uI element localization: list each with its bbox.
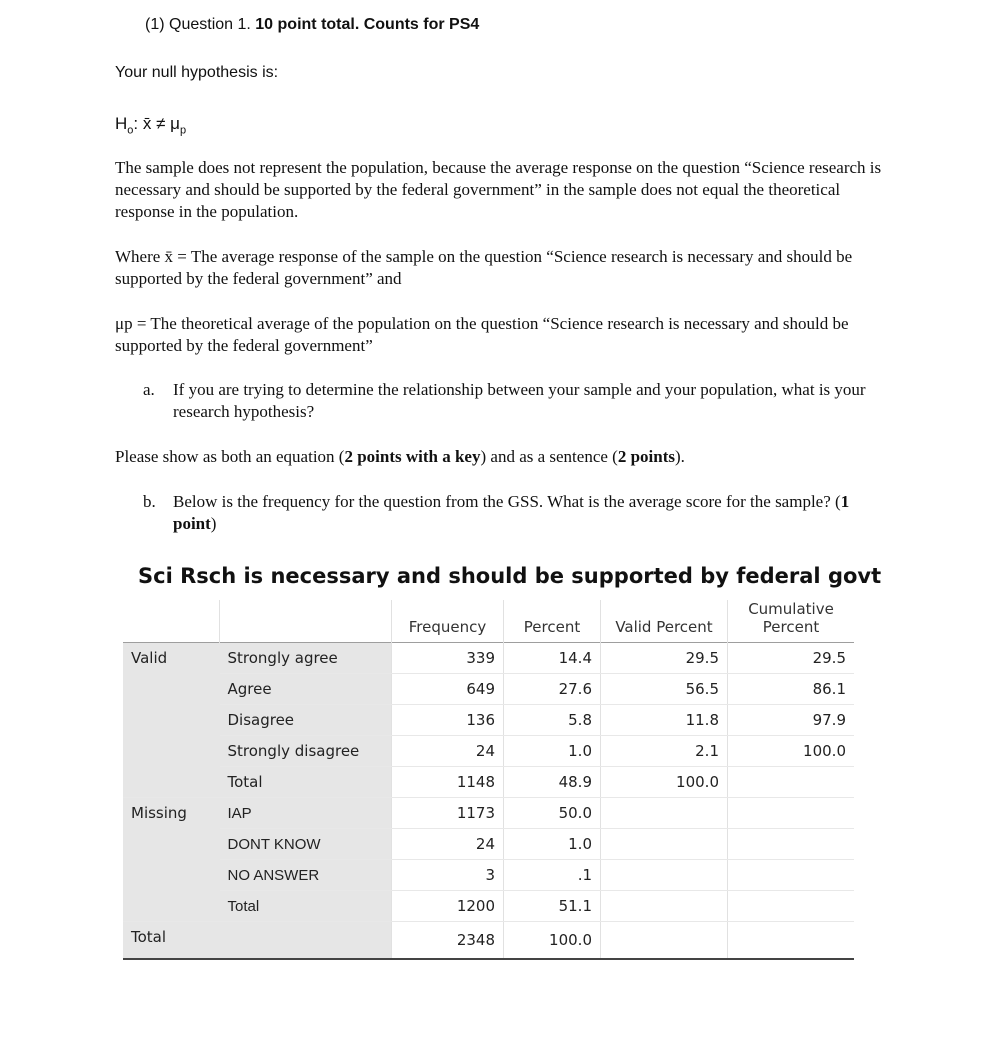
cell-valid-percent: 29.5 xyxy=(601,643,728,674)
cell-percent: 100.0 xyxy=(504,922,601,960)
header-blank-2 xyxy=(220,600,392,643)
note-t2: ) and as a sentence ( xyxy=(480,447,618,466)
cell-cumulative-percent xyxy=(728,891,855,922)
question-points: 10 point total. Counts for PS4 xyxy=(255,16,480,33)
cell-valid-percent xyxy=(601,860,728,891)
table-row xyxy=(123,705,854,736)
cell-percent: 14.4 xyxy=(504,643,601,674)
row-label: Strongly disagree xyxy=(220,736,392,767)
row-label xyxy=(220,922,392,960)
mu-definition: μp = The theoretical average of the population on the question “Science research is necessary and should be supported by the federal government” xyxy=(115,314,849,355)
row-label: DONT KNOW xyxy=(220,829,392,860)
cell-frequency: 2348 xyxy=(392,922,504,960)
cell-cumulative-percent xyxy=(728,922,855,960)
table-row xyxy=(123,643,854,674)
item-a-label: a. xyxy=(143,380,155,399)
table-row xyxy=(123,891,854,922)
table-row xyxy=(123,922,854,960)
question-title xyxy=(145,16,479,34)
header-blank-1 xyxy=(123,600,220,643)
cell-percent: 1.0 xyxy=(504,736,601,767)
table-title: Sci Rsch is necessary and should be supported by federal govt xyxy=(138,564,882,588)
cell-valid-percent xyxy=(601,891,728,922)
table-row xyxy=(123,674,854,705)
cell-cumulative-percent: 86.1 xyxy=(728,674,855,705)
cell-percent: 5.8 xyxy=(504,705,601,736)
cell-cumulative-percent xyxy=(728,829,855,860)
cell-frequency: 339 xyxy=(392,643,504,674)
item-b xyxy=(143,491,883,535)
cell-percent: 1.0 xyxy=(504,829,601,860)
row-label: Total xyxy=(220,767,392,798)
row-label: IAP xyxy=(220,798,392,829)
cell-valid-percent: 56.5 xyxy=(601,674,728,705)
cell-frequency: 136 xyxy=(392,705,504,736)
cell-cumulative-percent xyxy=(728,767,855,798)
null-explanation: The sample does not represent the population, because the average response on the question “Science research is necessary and should be supported by the federal government” in the sample does not equal the theoretical response in the population. xyxy=(115,158,882,221)
cell-valid-percent: 11.8 xyxy=(601,705,728,736)
cell-valid-percent: 2.1 xyxy=(601,736,728,767)
cell-frequency: 1148 xyxy=(392,767,504,798)
cell-frequency: 649 xyxy=(392,674,504,705)
header-percent: Percent xyxy=(504,600,601,643)
header-valid-percent: Valid Percent xyxy=(601,600,728,643)
section-valid: Valid xyxy=(123,643,220,798)
cell-frequency: 3 xyxy=(392,860,504,891)
cell-cumulative-percent: 100.0 xyxy=(728,736,855,767)
cell-percent: 50.0 xyxy=(504,798,601,829)
cell-percent: 51.1 xyxy=(504,891,601,922)
cell-percent: .1 xyxy=(504,860,601,891)
cell-valid-percent xyxy=(601,922,728,960)
item-a xyxy=(143,379,883,423)
row-label: NO ANSWER xyxy=(220,860,392,891)
table-header-row xyxy=(123,600,854,643)
cell-cumulative-percent: 29.5 xyxy=(728,643,855,674)
cell-valid-percent xyxy=(601,829,728,860)
cell-frequency: 24 xyxy=(392,736,504,767)
cell-frequency: 1173 xyxy=(392,798,504,829)
cell-valid-percent xyxy=(601,798,728,829)
section-missing: Missing xyxy=(123,798,220,922)
note-t1: Please show as both an equation ( xyxy=(115,447,345,466)
null-hypothesis-intro: Your null hypothesis is: xyxy=(115,64,279,81)
cell-cumulative-percent xyxy=(728,860,855,891)
header-frequency: Frequency xyxy=(392,600,504,643)
table-row xyxy=(123,829,854,860)
row-label: Strongly agree xyxy=(220,643,392,674)
null-h: H xyxy=(115,114,128,133)
instructions-note xyxy=(115,447,685,467)
cell-cumulative-percent xyxy=(728,798,855,829)
cell-cumulative-percent: 97.9 xyxy=(728,705,855,736)
cell-percent: 48.9 xyxy=(504,767,601,798)
header-cumulative-percent: Cumulative Percent xyxy=(728,600,855,643)
note-b2: 2 points xyxy=(617,447,676,466)
table-row xyxy=(123,736,854,767)
section-total: Total xyxy=(123,922,220,960)
note-b1: 2 points with a key xyxy=(344,447,481,466)
row-label: Total xyxy=(220,891,392,922)
xbar-definition: Where x̄ = The average response of the sample on the question “Science research is necessary and should be supported by the federal government” and xyxy=(115,247,853,288)
cell-valid-percent: 100.0 xyxy=(601,767,728,798)
cell-frequency: 24 xyxy=(392,829,504,860)
null-h-sub: o xyxy=(127,124,134,137)
frequency-table xyxy=(123,600,854,960)
item-b-label: b. xyxy=(143,492,156,511)
table-row xyxy=(123,860,854,891)
question-number: (1) Question 1. xyxy=(145,16,251,33)
note-t3: ). xyxy=(675,447,685,466)
item-b-text: Below is the frequency for the question from the GSS. What is the average score for the sample? ( xyxy=(173,492,841,511)
null-hypothesis-equation xyxy=(115,114,186,136)
item-b-bold: 1 point xyxy=(173,492,850,533)
row-label: Agree xyxy=(220,674,392,705)
table-row xyxy=(123,798,854,829)
item-b-end: ) xyxy=(210,514,217,533)
cell-percent: 27.6 xyxy=(504,674,601,705)
null-rest: : x̄ ≠ μ xyxy=(133,114,180,133)
cell-frequency: 1200 xyxy=(392,891,504,922)
item-a-text: If you are trying to determine the relationship between your sample and your population, what is your research hypothesis? xyxy=(173,380,866,421)
table-row xyxy=(123,767,854,798)
null-mu-sub: p xyxy=(179,124,187,137)
item-b-text-wrap xyxy=(173,491,883,535)
row-label: Disagree xyxy=(220,705,392,736)
